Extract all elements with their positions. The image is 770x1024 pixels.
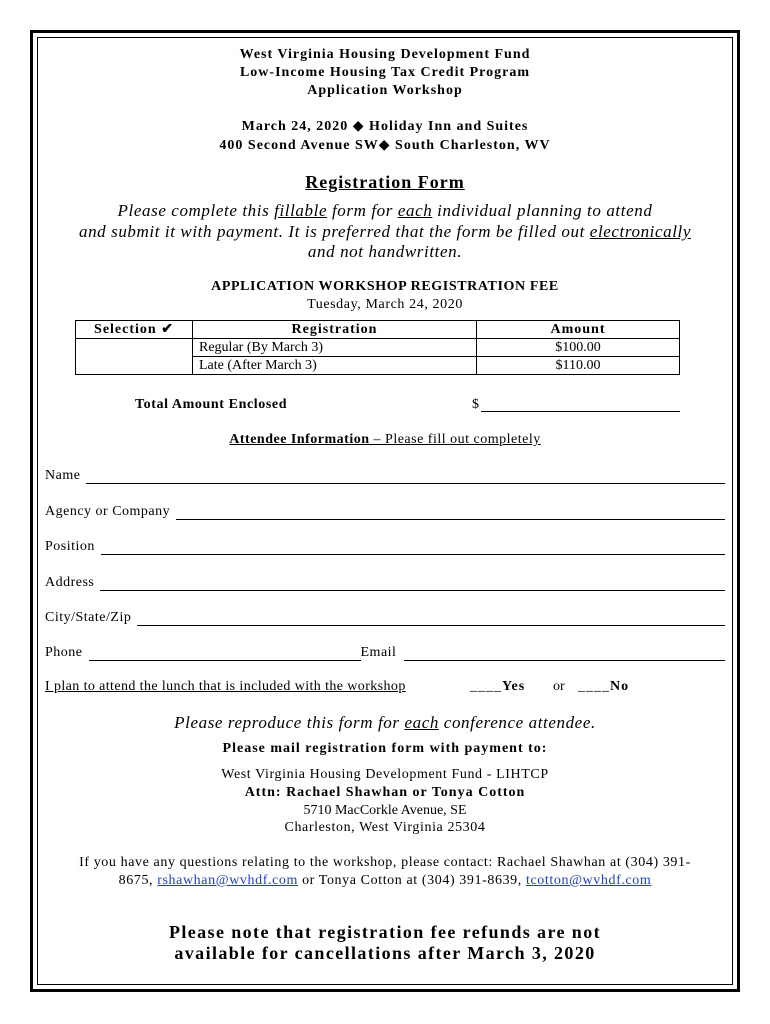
org-name: West Virginia Housing Development Fund <box>239 47 531 62</box>
table-row <box>76 339 680 357</box>
address-input[interactable] <box>100 576 725 591</box>
fee-section-title: APPLICATION WORKSHOP REGISTRATION FEE <box>211 279 559 294</box>
address-field <box>45 571 725 591</box>
instructions-line-3: and not handwritten. <box>307 242 463 261</box>
column-header-registration: Registration <box>193 321 477 339</box>
lunch-yes-option[interactable]: ____Yes <box>470 679 526 694</box>
contact-line-2: 8675, rshawhan@wvhdf.com or Tonya Cotton at (304) 391-8639, tcotton@wvhdf.com <box>118 873 652 888</box>
fee-table <box>75 320 680 375</box>
phone-input[interactable] <box>89 646 361 661</box>
position-field <box>45 535 725 555</box>
column-header-selection: Selection ✔ <box>76 321 193 339</box>
city-state-zip-input[interactable] <box>137 611 725 626</box>
lunch-no-option[interactable]: ____No <box>578 679 630 694</box>
lunch-question: I plan to attend the lunch that is included with the workshop <box>45 679 406 694</box>
address-label: Address <box>45 575 95 590</box>
email-label: Email <box>360 645 397 660</box>
lunch-or-label: or <box>553 679 565 694</box>
name-label: Name <box>45 468 81 483</box>
selection-cell-late[interactable] <box>76 357 193 375</box>
agency-field <box>45 500 725 520</box>
city-state-zip-field <box>45 606 725 626</box>
amount-cell: $110.00 <box>477 357 680 375</box>
attendee-heading: Attendee Information – Please fill out completely <box>229 432 541 447</box>
refund-notice-line-2: available for cancellations after March 3, 2020 <box>174 943 596 963</box>
registration-cell: Late (After March 3) <box>193 357 477 375</box>
reproduce-note: Please reproduce this form for each conference attendee. <box>174 713 596 732</box>
phone-email-field <box>45 641 725 661</box>
name-input[interactable] <box>86 469 725 484</box>
total-amount-currency: $ <box>472 397 479 412</box>
mail-attn: Attn: Rachael Shawhan or Tonya Cotton <box>244 785 526 800</box>
mail-heading: Please mail registration form with payment to: <box>222 741 548 756</box>
event-name: Application Workshop <box>307 83 463 98</box>
program-name: Low-Income Housing Tax Credit Program <box>239 65 531 80</box>
event-address: 400 Second Avenue SW◆ South Charleston, WV <box>219 138 551 153</box>
refund-notice-line-1: Please note that registration fee refunds are not <box>168 922 602 942</box>
amount-cell: $100.00 <box>477 339 680 357</box>
column-header-amount: Amount <box>477 321 680 339</box>
city-state-zip-label: City/State/Zip <box>45 610 132 625</box>
form-title: Registration Form <box>305 172 465 192</box>
phone-label: Phone <box>45 645 83 660</box>
mail-city: Charleston, West Virginia 25304 <box>284 820 486 835</box>
position-input[interactable] <box>101 540 725 555</box>
email-link-tcotton[interactable]: tcotton@wvhdf.com <box>525 873 652 888</box>
contact-line-1: If you have any questions relating to the workshop, please contact: Rachael Shawhan at (304) 391- <box>79 855 691 870</box>
instructions-line-2: and submit it with payment. It is preferred that the form be filled out electronically <box>78 222 692 241</box>
mail-street: 5710 MacCorkle Avenue, SE <box>303 803 467 818</box>
fee-table-header <box>76 321 680 339</box>
name-field <box>45 464 725 484</box>
mail-org: West Virginia Housing Development Fund - LIHTCP <box>221 767 549 782</box>
table-row <box>76 357 680 375</box>
agency-label: Agency or Company <box>45 504 171 519</box>
total-amount-field[interactable] <box>481 398 680 412</box>
instructions-line-1: Please complete this fillable form for each individual planning to attend <box>117 201 653 220</box>
position-label: Position <box>45 539 95 554</box>
fee-section-date: Tuesday, March 24, 2020 <box>307 297 463 312</box>
event-date-venue: March 24, 2020 ◆ Holiday Inn and Suites <box>241 119 529 134</box>
email-input[interactable] <box>404 646 725 661</box>
agency-input[interactable] <box>176 505 725 520</box>
registration-cell: Regular (By March 3) <box>193 339 477 357</box>
selection-cell-regular[interactable] <box>76 339 193 357</box>
email-link-rshawhan[interactable]: rshawhan@wvhdf.com <box>157 873 298 888</box>
total-amount-label: Total Amount Enclosed <box>135 397 288 412</box>
